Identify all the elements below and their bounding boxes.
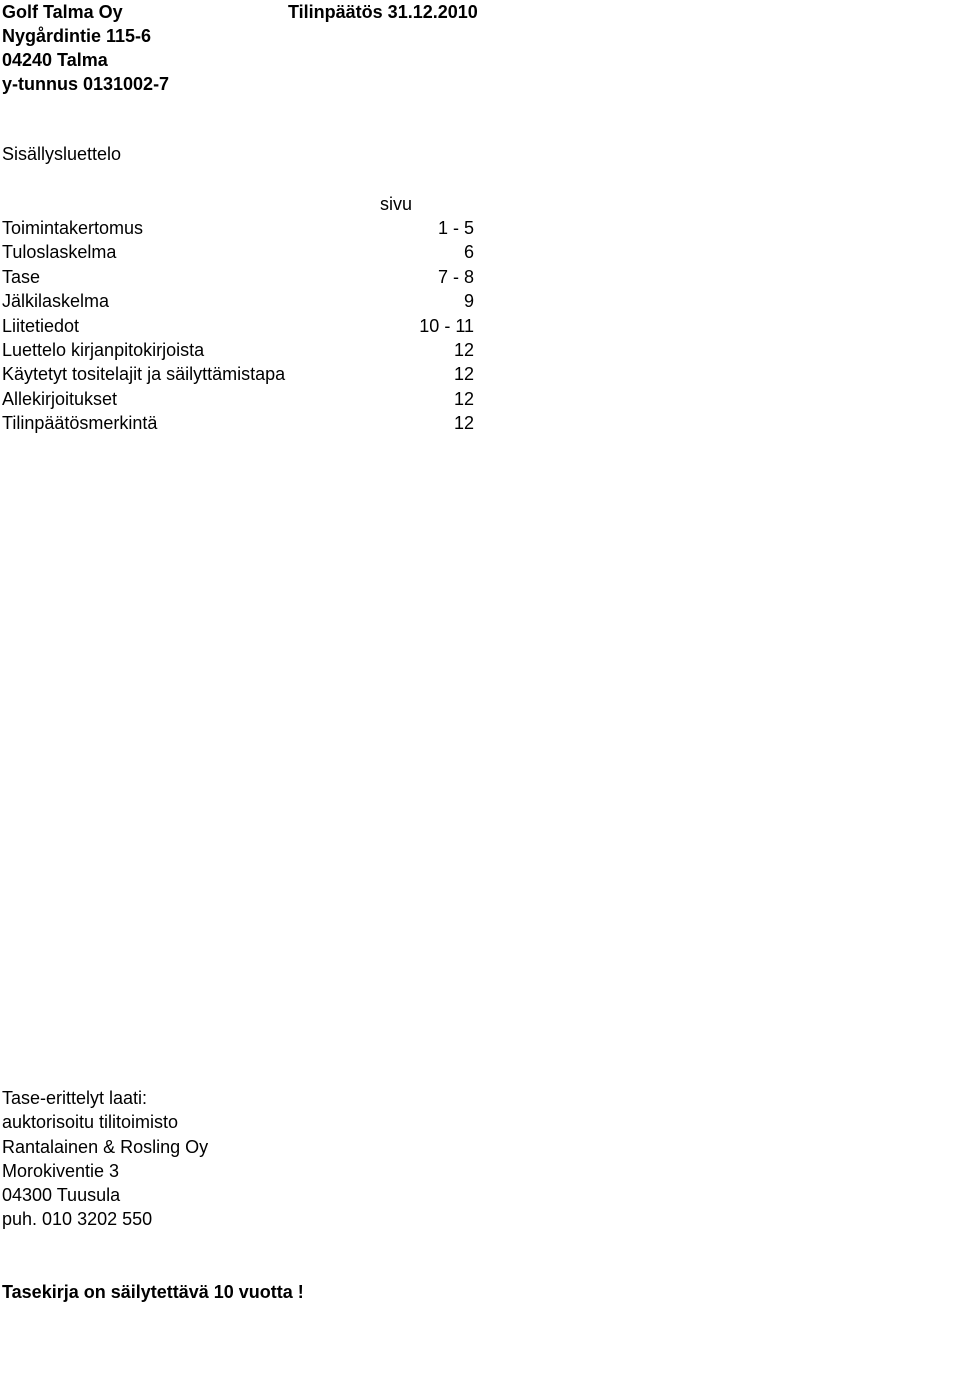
- toc-row: [2, 216, 474, 240]
- toc-item-page: 12: [453, 339, 474, 360]
- toc-list: [2, 216, 474, 436]
- toc-item-label: Luettelo kirjanpitokirjoista: [2, 339, 205, 360]
- toc-heading: Sisällysluettelo: [2, 144, 122, 164]
- company-info: [2, 0, 169, 96]
- toc-item-page: 9: [463, 291, 474, 312]
- preparer-phone: puh. 010 3202 550: [2, 1209, 153, 1230]
- company-name: Golf Talma Oy: [2, 2, 123, 22]
- toc-item-page: 10 - 11: [419, 315, 474, 336]
- toc-row: [2, 338, 474, 362]
- toc-item-page: 12: [453, 388, 474, 409]
- company-street: Nygårdintie 115-6: [2, 26, 152, 46]
- company-postal: 04240 Talma: [2, 50, 108, 70]
- toc-row: [2, 314, 474, 338]
- toc-item-label: Tuloslaskelma: [2, 242, 117, 263]
- toc-item-page: 12: [453, 413, 474, 434]
- preparer-info: [2, 1086, 208, 1232]
- preparer-type: auktorisoitu tilitoimisto: [2, 1112, 179, 1133]
- toc-item-label: Käytetyt tositelajit ja säilyttämistapa: [2, 364, 286, 385]
- toc-row: [2, 240, 474, 264]
- document-title: Tilinpäätös 31.12.2010: [288, 2, 478, 22]
- preparer-company: Rantalainen & Rosling Oy: [2, 1136, 209, 1157]
- preparer-street: Morokiventie 3: [2, 1160, 120, 1181]
- toc-item-page: 6: [463, 242, 474, 263]
- toc-item-label: Jälkilaskelma: [2, 291, 110, 312]
- toc-page-column-label: sivu: [380, 194, 413, 214]
- toc-item-page: 7 - 8: [437, 266, 474, 287]
- toc-row: [2, 387, 474, 411]
- toc-row: [2, 362, 474, 386]
- toc-item-label: Toimintakertomus: [2, 218, 144, 238]
- toc-item-label: Liitetiedot: [2, 315, 80, 336]
- toc-item-page: 1 - 5: [437, 218, 474, 238]
- preparer-intro: Tase-erittelyt laati:: [2, 1088, 148, 1108]
- preparer-postal: 04300 Tuusula: [2, 1185, 121, 1206]
- toc-item-page: 12: [453, 364, 474, 385]
- toc-item-label: Tilinpäätösmerkintä: [2, 413, 158, 434]
- toc-item-label: Tase: [2, 266, 41, 287]
- toc-row: [2, 289, 474, 313]
- retention-notice: Tasekirja on säilytettävä 10 vuotta !: [2, 1282, 304, 1302]
- toc-row: [2, 411, 474, 435]
- toc-row: [2, 265, 474, 289]
- toc-item-label: Allekirjoitukset: [2, 388, 118, 409]
- company-business-id: y-tunnus 0131002-7: [2, 74, 170, 94]
